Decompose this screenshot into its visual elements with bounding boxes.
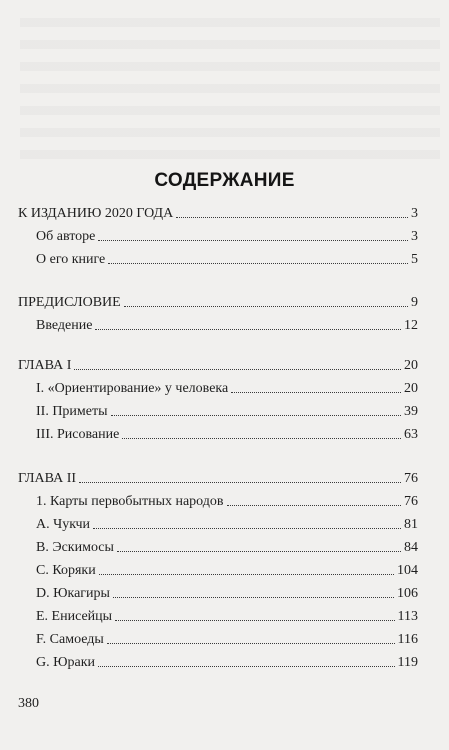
toc-entry-page: 12 <box>404 318 418 333</box>
toc-entry[interactable] <box>36 488 418 510</box>
toc-entry-page: 63 <box>404 427 418 442</box>
toc-entry-label: О его книге <box>36 252 106 267</box>
toc-entry-label: D. Юкагиры <box>36 586 110 601</box>
toc-entry[interactable] <box>18 465 418 487</box>
toc-entry-label: Введение <box>36 318 93 333</box>
toc-entry-label: ГЛАВА II <box>18 471 77 486</box>
toc-entry[interactable] <box>36 557 418 579</box>
toc-entry[interactable] <box>36 398 418 420</box>
leader-dots <box>111 414 401 416</box>
toc-entry[interactable] <box>18 289 418 311</box>
toc-entry-label: G. Юраки <box>36 655 96 670</box>
toc-entry-label: F. Самоеды <box>36 632 104 647</box>
toc-entry-page: 119 <box>397 655 418 670</box>
leader-dots <box>115 619 394 621</box>
toc-entry-page: 76 <box>404 494 418 509</box>
leader-dots <box>231 391 401 393</box>
leader-dots <box>124 305 408 307</box>
bleed-through-text <box>20 18 440 168</box>
toc-entry-label: К ИЗДАНИЮ 2020 ГОДА <box>18 206 174 221</box>
toc-entry-label: ГЛАВА I <box>18 358 72 373</box>
toc-entry-page: 39 <box>404 404 418 419</box>
toc-entry[interactable] <box>36 312 418 334</box>
toc-entry[interactable] <box>36 534 418 556</box>
toc-entry[interactable] <box>36 223 418 245</box>
leader-dots <box>95 328 401 330</box>
leader-dots <box>74 368 401 370</box>
toc-entry-page: 113 <box>397 609 418 624</box>
toc-entry-label: 1. Карты первобытных народов <box>36 494 224 509</box>
leader-dots <box>113 596 394 598</box>
toc-entry-page: 5 <box>411 252 418 267</box>
toc-entry-page: 20 <box>404 358 418 373</box>
toc-entry-page: 84 <box>404 540 418 555</box>
toc-entry[interactable] <box>18 200 418 222</box>
toc-entry-label: III. Рисование <box>36 427 120 442</box>
toc-entry-label: I. «Ориентирование» у человека <box>36 381 229 396</box>
leader-dots <box>227 504 401 506</box>
leader-dots <box>107 642 395 644</box>
toc-entry-label: А. Чукчи <box>36 517 90 532</box>
toc-entry-page: 20 <box>404 381 418 396</box>
leader-dots <box>93 527 401 529</box>
leader-dots <box>79 481 401 483</box>
leader-dots <box>117 550 401 552</box>
toc-entry[interactable] <box>36 626 418 648</box>
toc-entry-page: 3 <box>411 206 418 221</box>
page-title: СОДЕРЖАНИЕ <box>154 170 295 191</box>
toc-entry-label: С. Коряки <box>36 563 96 578</box>
toc-entry[interactable] <box>18 352 418 374</box>
leader-dots <box>98 239 408 241</box>
toc-entry-label: II. Приметы <box>36 404 108 419</box>
toc-entry[interactable] <box>36 421 418 443</box>
leader-dots <box>176 216 408 218</box>
toc-entry-page: 104 <box>397 563 418 578</box>
leader-dots <box>98 665 395 667</box>
toc-entry-page: 106 <box>397 586 418 601</box>
toc-entry-label: Е. Енисейцы <box>36 609 113 624</box>
toc-entry-label: Об авторе <box>36 229 96 244</box>
leader-dots <box>108 262 408 264</box>
toc-entry-page: 116 <box>397 632 418 647</box>
toc-entry[interactable] <box>36 246 418 268</box>
toc-entry[interactable] <box>36 649 418 671</box>
toc-entry[interactable] <box>36 511 418 533</box>
toc-entry-page: 9 <box>411 295 418 310</box>
toc-entry[interactable] <box>36 603 418 625</box>
toc-entry[interactable] <box>36 375 418 397</box>
leader-dots <box>122 437 401 439</box>
toc-entry-label: ПРЕДИСЛОВИЕ <box>18 295 121 310</box>
toc-entry[interactable] <box>36 580 418 602</box>
toc-entry-page: 81 <box>404 517 418 532</box>
toc-entry-page: 3 <box>411 229 418 244</box>
leader-dots <box>99 573 394 575</box>
toc-entry-page: 76 <box>404 471 418 486</box>
page-number: 380 <box>18 696 39 711</box>
toc-entry-label: В. Эскимосы <box>36 540 114 555</box>
